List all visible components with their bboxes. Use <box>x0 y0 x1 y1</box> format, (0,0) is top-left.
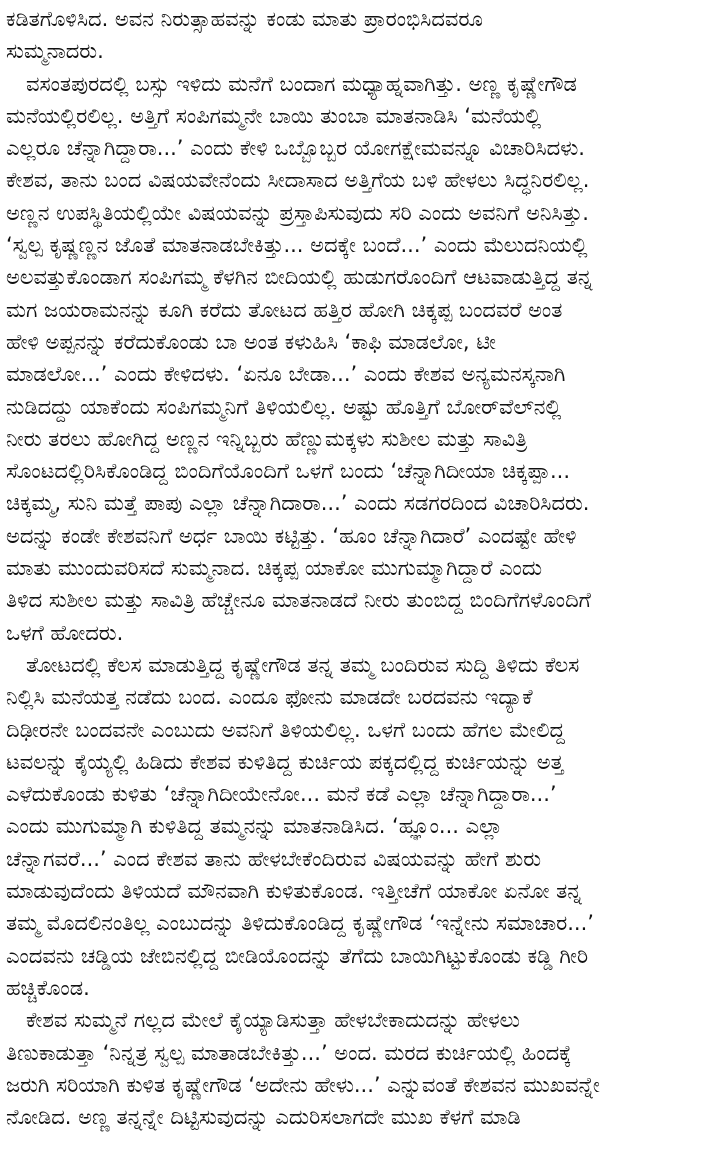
text-line: ಮಗ ಜಯರಾಮನನ್ನು ಕೂಗಿ ಕರೆದು ತೋಟದ ಹತ್ತಿರ ಹೋಗಿ ಚಿಕ್ಕಪ್ಪ ಬಂದವರೆ ಅಂತ <box>6 297 563 322</box>
text-line: ಜರುಗಿ ಸರಿಯಾಗಿ ಕುಳಿತ ಕೃಷ್ಣೇಗೌಡ ‘ಅದೇನು ಹೇಳು...’ ಎನ್ನುವಂತೆ ಕೇಶವನ ಮುಖವನ್ನೇ <box>6 1072 600 1097</box>
text-line: ತಿಣುಕಾಡುತ್ತಾ ‘ನಿನ್ನತ್ರ ಸ್ವಲ್ಪ ಮಾತಾಡಬೇಕಿತ್ತು...’ ಅಂದ. ಮರದ ಕುರ್ಚಿಯಲ್ಲಿ ಹಿಂದಕ್ಕೆ <box>6 1040 572 1065</box>
text-line: ಹಚ್ಚಿಕೊಂಡ. <box>6 975 90 1000</box>
text-line: ತೋಟದಲ್ಲಿ ಕೆಲಸ ಮಾಡುತ್ತಿದ್ದ ಕೃಷ್ಣೇಗೌಡ ತನ್ನ ತಮ್ಮ ಬಂದಿರುವ ಸುದ್ದಿ ತಿಳಿದು ಕೆಲಸ <box>26 652 580 677</box>
text-line: ಮಾಡಲೋ...’ ಎಂದು ಕೇಳಿದಳು. ‘ಏನೂ ಬೇಡಾ...’ ಎಂದು ಕೇಶವ ಅನ್ಯಮನಸ್ಕನಾಗಿ <box>6 362 566 387</box>
text-line: ಚಿಕ್ಕಮ್ಮ, ಸುನಿ ಮತ್ತೆ ಪಾಪು ಎಲ್ಲಾ ಚೆನ್ನಾಗಿದಾರಾ...’ ಎಂದು ಸಡಗರದಿಂದ ವಿಚಾರಿಸಿದರು. <box>6 491 590 516</box>
text-line: ಎಲ್ಲರೂ ಚೆನ್ನಾಗಿದ್ದಾರಾ...’ ಎಂದು ಕೇಳಿ ಒಬ್ಬೊಬ್ಬರ ಯೋಗಕ್ಷೇಮವನ್ನೂ ವಿಚಾರಿಸಿದಳು. <box>6 136 585 161</box>
text-line: ಸುಮ್ಮನಾದರು. <box>6 39 104 64</box>
text-line: ಸೊಂಟದಲ್ಲಿರಿಸಿಕೊಂಡಿದ್ದ ಬಿಂದಿಗೆಯೊಂದಿಗೆ ಒಳಗೆ ಬಂದು ‘ಚೆನ್ನಾಗಿದೀಯಾ ಚಿಕ್ಕಪ್ಪಾ... <box>6 459 571 484</box>
text-line: ಕಡಿತಗೊಳಿಸಿದ. ಅವನ ನಿರುತ್ಸಾಹವನ್ನು ಕಂಡು ಮಾತು ಪ್ರಾರಂಭಿಸಿದವರೂ <box>6 7 483 31</box>
text-line: ಟವಲನ್ನು ಕೈಯ್ಯಲ್ಲಿ ಹಿಡಿದು ಕೇಶವ ಕುಳಿತಿದ್ದ ಕುರ್ಚಿಯ ಪಕ್ಕದಲ್ಲಿದ್ದ ಕುರ್ಚಿಯನ್ನು ಅತ್ತ <box>6 749 564 774</box>
text-line: ಮಾತು ಮುಂದುವರಿಸದೆ ಸುಮ್ಮನಾದ. ಚಿಕ್ಕಪ್ಪ ಯಾಕೋ ಮುಗುಮ್ಮಾಗಿದ್ದಾರೆ ಎಂದು <box>6 556 543 581</box>
text-line: ನುಡಿದದ್ದು ಯಾಕೆಂದು ಸಂಪಿಗಮ್ಮನಿಗೆ ತಿಳಿಯಲಿಲ್ಲ. ಅಷ್ಟು ಹೊತ್ತಿಗೆ ಬೋರ್‌ವೆಲ್‌ನಲ್ಲಿ <box>6 394 562 419</box>
text-line: ಒಳಗೆ ಹೋದರು. <box>6 620 124 645</box>
text-line: ತಿಳಿದ ಸುಶೀಲ ಮತ್ತು ಸಾವಿತ್ರಿ ಹೆಚ್ಚೇನೂ ಮಾತನಾಡದೆ ನೀರು ತುಂಬಿದ್ದ ಬಿಂದಿಗೆಗಳೊಂದಿಗೆ <box>6 588 591 613</box>
text-line: ಕೇಶವ, ತಾನು ಬಂದ ವಿಷಯವೇನೆಂದು ಸೀದಾಸಾದ ಅತ್ತಿಗೆಯ ಬಳಿ ಹೇಳಲು ಸಿದ್ಧನಿರಲಿಲ್ಲ. <box>6 168 590 193</box>
text-line: ಮಾಡುವುದೆಂದು ತಿಳಿಯದೆ ಮೌನವಾಗಿ ಕುಳಿತುಕೊಂಡ. ಇತ್ತೀಚೆಗೆ ಯಾಕೋ ಏನೋ ತನ್ನ <box>6 879 582 904</box>
text-line: ಎಂದು ಮುಗುಮ್ಮಾಗಿ ಕುಳಿತಿದ್ದ ತಮ್ಮನನ್ನು ಮಾತನಾಡಿಸಿದ. ‘ಹ್ಞೂಂ... ಎಲ್ಲಾ <box>6 814 503 839</box>
text-line: ಕೇಶವ ಸುಮ್ಮನೆ ಗಲ್ಲದ ಮೇಲೆ ಕೈಯ್ಯಾಡಿಸುತ್ತಾ ಹೇಳಬೇಕಾದುದನ್ನು ಹೇಳಲು <box>26 1008 520 1033</box>
text-line: ಮನೆಯಲ್ಲಿರಲಿಲ್ಲ. ಅತ್ತಿಗೆ ಸಂಪಿಗಮ್ಮನೇ ಬಾಯಿ ತುಂಬಾ ಮಾತನಾಡಿಸಿ ‘ಮನೆಯಲ್ಲಿ <box>6 103 542 128</box>
text-line: ಎಳೆದುಕೊಂಡು ಕುಳಿತು ‘ಚೆನ್ನಾಗಿದೀಯೇನೋ... ಮನೆ ಕಡೆ ಎಲ್ಲಾ ಚೆನ್ನಾಗಿದ್ದಾರಾ...’ <box>6 782 557 807</box>
text-line: ತಮ್ಮ ಮೊದಲಿನಂತಿಲ್ಲ ಎಂಬುದನ್ನು ತಿಳಿದುಕೊಂಡಿದ್ದ ಕೃಷ್ಣೇಗೌಡ ‘ಇನ್ನೇನು ಸಮಾಚಾರ...’ <box>6 911 594 936</box>
text-line: ನಿಲ್ಲಿಸಿ ಮನೆಯತ್ತ ನಡೆದು ಬಂದ. ಎಂದೂ ಫೋನು ಮಾಡದೇ ಬರದವನು ಇದ್ಯಾಕೆ <box>6 685 533 710</box>
text-line: ಅದನ್ನು ಕಂಡೇ ಕೇಶವನಿಗೆ ಅರ್ಧ ಬಾಯಿ ಕಟ್ಟಿತ್ತು. ‘ಹೂಂ ಚೆನ್ನಾಗಿದಾರೆ’ ಎಂದಷ್ಟೇ ಹೇಳಿ <box>6 523 577 548</box>
text-line: ಎಂದವನು ಚಡ್ಡಿಯ ಜೇಬಿನಲ್ಲಿದ್ದ ಬೀಡಿಯೊಂದನ್ನು ತೆಗೆದು ಬಾಯಿಗಿಟ್ಟುಕೊಂಡು ಕಡ್ಡಿ ಗೀರಿ <box>6 943 589 968</box>
text-line: ‘ಸ್ವಲ್ಪ ಕೃಷ್ಣಣ್ಣನ ಜೊತೆ ಮಾತನಾಡಬೇಕಿತ್ತು... ಅದಕ್ಕೇ ಬಂದೆ...’ ಎಂದು ಮೆಲುದನಿಯಲ್ಲಿ <box>6 233 588 258</box>
text-line: ಅಲವತ್ತುಕೊಂಡಾಗ ಸಂಪಿಗಮ್ಮ ಕೆಳಗಿನ ಬೀದಿಯಲ್ಲಿ ಹುಡುಗರೊಂದಿಗೆ ಆಟವಾಡುತ್ತಿದ್ದ ತನ್ನ <box>6 265 593 290</box>
text-line: ಚೆನ್ನಾಗವರೆ...’ ಎಂದ ಕೇಶವ ತಾನು ಹೇಳಬೇಕೆಂದಿರುವ ವಿಷಯವನ್ನು ಹೇಗೆ ಶುರು <box>6 846 542 871</box>
text-line: ಅಣ್ಣನ ಉಪಸ್ಥಿತಿಯಲ್ಲಿಯೇ ವಿಷಯವನ್ನು ಪ್ರಸ್ತಾಪಿಸುವುದು ಸರಿ ಎಂದು ಅವನಿಗೆ ಅನಿಸಿತ್ತು. <box>6 200 589 225</box>
body-text <box>6 3 716 1133</box>
text-line: ದಿಢೀರನೇ ಬಂದವನೇ ಎಂಬುದು ಅವನಿಗೆ ತಿಳಿಯಲಿಲ್ಲ. ಒಳಗೆ ಬಂದು ಹೆಗಲ ಮೇಲಿದ್ದ <box>6 717 565 742</box>
text-line: ಹೇಳಿ ಅಪ್ಪನನ್ನು ಕರೆದುಕೊಂಡು ಬಾ ಅಂತ ಕಳುಹಿಸಿ ‘ಕಾಫಿ ಮಾಡಲೋ, ಟೀ <box>6 329 496 354</box>
text-line: ನೋಡಿದ. ಅಣ್ಣ ತನ್ನನ್ನೇ ದಿಟ್ಟಿಸುವುದನ್ನು ಎದುರಿಸಲಾಗದೇ ಮುಖ ಕೆಳಗೆ ಮಾಡಿ <box>6 1105 521 1130</box>
text-line: ನೀರು ತರಲು ಹೋಗಿದ್ದ ಅಣ್ಣನ ಇನ್ನಿಬ್ಬರು ಹೆಣ್ಣುಮಕ್ಕಳು ಸುಶೀಲ ಮತ್ತು ಸಾವಿತ್ರಿ <box>6 426 528 451</box>
text-line: ವಸಂತಪುರದಲ್ಲಿ ಬಸ್ಸು ಇಳಿದು ಮನೆಗೆ ಬಂದಾಗ ಮಧ್ಯಾಹ್ನವಾಗಿತ್ತು. ಅಣ್ಣ ಕೃಷ್ಣೇಗೌಡ <box>26 71 577 96</box>
